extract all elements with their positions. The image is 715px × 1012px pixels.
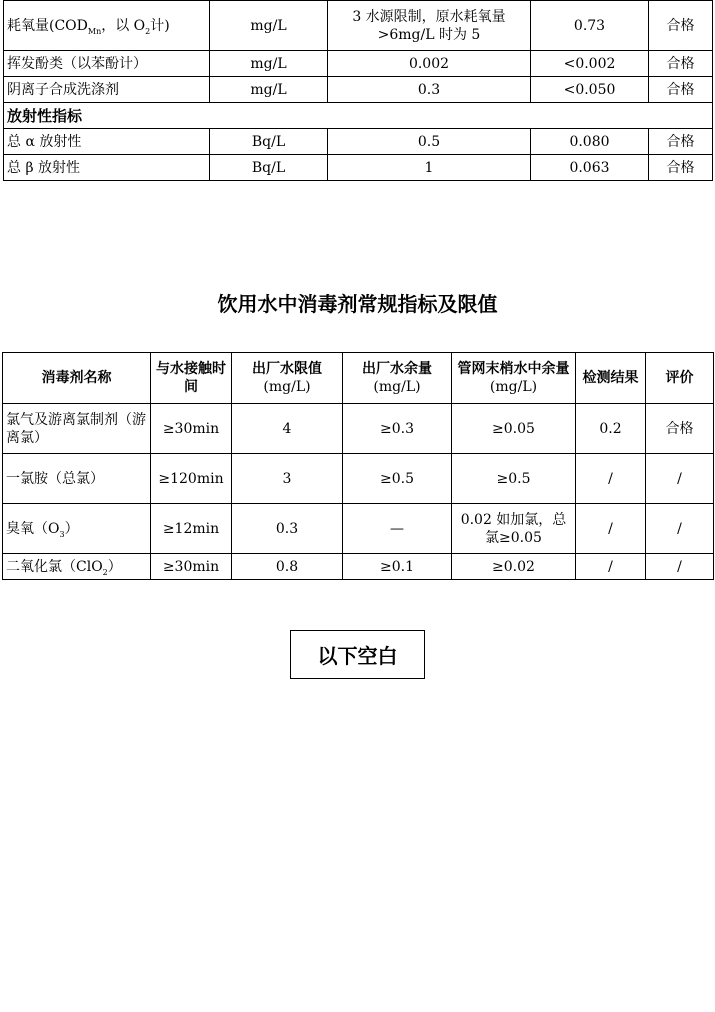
- header-contact-time: 与水接触时间: [151, 353, 232, 404]
- water-quality-indicator-table: [3, 0, 713, 181]
- factory-residual: ≥0.3: [343, 404, 452, 454]
- header-result: 检测结果: [576, 353, 646, 404]
- test-result: /: [576, 554, 646, 580]
- network-residual: ≥0.02: [452, 554, 576, 580]
- factory-residual: ≥0.5: [343, 454, 452, 504]
- table-row: [3, 454, 714, 504]
- table-row: [4, 1, 713, 51]
- indicator-limit: 0.3: [328, 77, 531, 103]
- contact-time: ≥30min: [151, 404, 232, 454]
- indicator-result: <0.050: [531, 77, 649, 103]
- indicator-name: 总 α 放射性: [4, 129, 210, 155]
- indicator-name: 总 β 放射性: [4, 155, 210, 181]
- indicator-limit: 3 水源限制，原水耗氧量>6mg/L 时为 5: [328, 1, 531, 51]
- network-residual: ≥0.05: [452, 404, 576, 454]
- header-network-residual-unit: (mg/L): [489, 379, 538, 395]
- header-factory-limit-unit: (mg/L): [263, 379, 311, 395]
- table-row: [3, 554, 714, 580]
- header-factory-residual: [343, 353, 452, 404]
- table-row: [3, 404, 714, 454]
- indicator-name: 挥发酚类（以苯酚计）: [4, 51, 210, 77]
- factory-limit: 0.3: [232, 504, 343, 554]
- disinfectant-table: [2, 352, 714, 580]
- test-result: 0.2: [576, 404, 646, 454]
- table-row: [4, 51, 713, 77]
- indicator-evaluation: 合格: [649, 51, 713, 77]
- contact-time: ≥12min: [151, 504, 232, 554]
- contact-time: ≥120min: [151, 454, 232, 504]
- disinfectant-name: 一氯胺（总氯）: [3, 454, 151, 504]
- evaluation: /: [646, 554, 714, 580]
- indicator-name: 耗氧量($COD_{Mn}$，以 $O_2$计): [4, 1, 210, 51]
- header-evaluation: 评价: [646, 353, 714, 404]
- disinfectant-name: 臭氧$(O_3)$: [3, 504, 151, 554]
- factory-residual: —: [343, 504, 452, 554]
- indicator-limit: 0.002: [328, 51, 531, 77]
- section-row: [4, 103, 713, 129]
- factory-limit: 4: [232, 404, 343, 454]
- header-factory-residual-label: 出厂水余量: [362, 361, 432, 377]
- evaluation: /: [646, 454, 714, 504]
- indicator-limit: 0.5: [328, 129, 531, 155]
- indicator-unit: Bq/L: [210, 129, 328, 155]
- table-header-row: [3, 353, 714, 404]
- radioactivity-section-label: 放射性指标: [4, 103, 713, 129]
- factory-limit: 3: [232, 454, 343, 504]
- indicator-result: 0.080: [531, 129, 649, 155]
- table-row: [4, 155, 713, 181]
- table-row: [3, 504, 714, 554]
- indicator-result: <0.002: [531, 51, 649, 77]
- header-network-residual-label: 管网末梢水中余量: [457, 361, 570, 377]
- factory-residual: ≥0.1: [343, 554, 452, 580]
- header-network-residual: [452, 353, 576, 404]
- header-name: 消毒剂名称: [3, 353, 151, 404]
- indicator-evaluation: 合格: [649, 77, 713, 103]
- contact-time: ≥30min: [151, 554, 232, 580]
- header-factory-residual-unit: (mg/L): [373, 379, 421, 395]
- indicator-evaluation: 合格: [649, 129, 713, 155]
- indicator-evaluation: 合格: [649, 1, 713, 51]
- network-residual: 0.02 如加氯，总氯≥0.05: [452, 504, 576, 554]
- indicator-name: 阴离子合成洗涤剂: [4, 77, 210, 103]
- disinfectant-name: 二氧化氯（ClO$_2$）: [3, 554, 151, 580]
- factory-limit: 0.8: [232, 554, 343, 580]
- table-row: [4, 129, 713, 155]
- disinfectant-section-title: 饮用水中消毒剂常规指标及限值: [217, 292, 498, 316]
- indicator-unit: Bq/L: [210, 155, 328, 181]
- blank-below-note: 以下空白: [290, 630, 425, 679]
- indicator-unit: mg/L: [210, 51, 328, 77]
- indicator-limit: 1: [328, 155, 531, 181]
- disinfectant-name: 氯气及游离氯制剂（游离氯）: [3, 404, 151, 454]
- test-result: /: [576, 504, 646, 554]
- evaluation: /: [646, 504, 714, 554]
- indicator-unit: mg/L: [210, 77, 328, 103]
- header-factory-limit: [232, 353, 343, 404]
- header-factory-limit-label: 出厂水限值: [252, 361, 322, 377]
- test-result: /: [576, 454, 646, 504]
- indicator-unit: mg/L: [210, 1, 328, 51]
- indicator-result: 0.73: [531, 1, 649, 51]
- network-residual: ≥0.5: [452, 454, 576, 504]
- table-row: [4, 77, 713, 103]
- evaluation: 合格: [646, 404, 714, 454]
- indicator-result: 0.063: [531, 155, 649, 181]
- indicator-evaluation: 合格: [649, 155, 713, 181]
